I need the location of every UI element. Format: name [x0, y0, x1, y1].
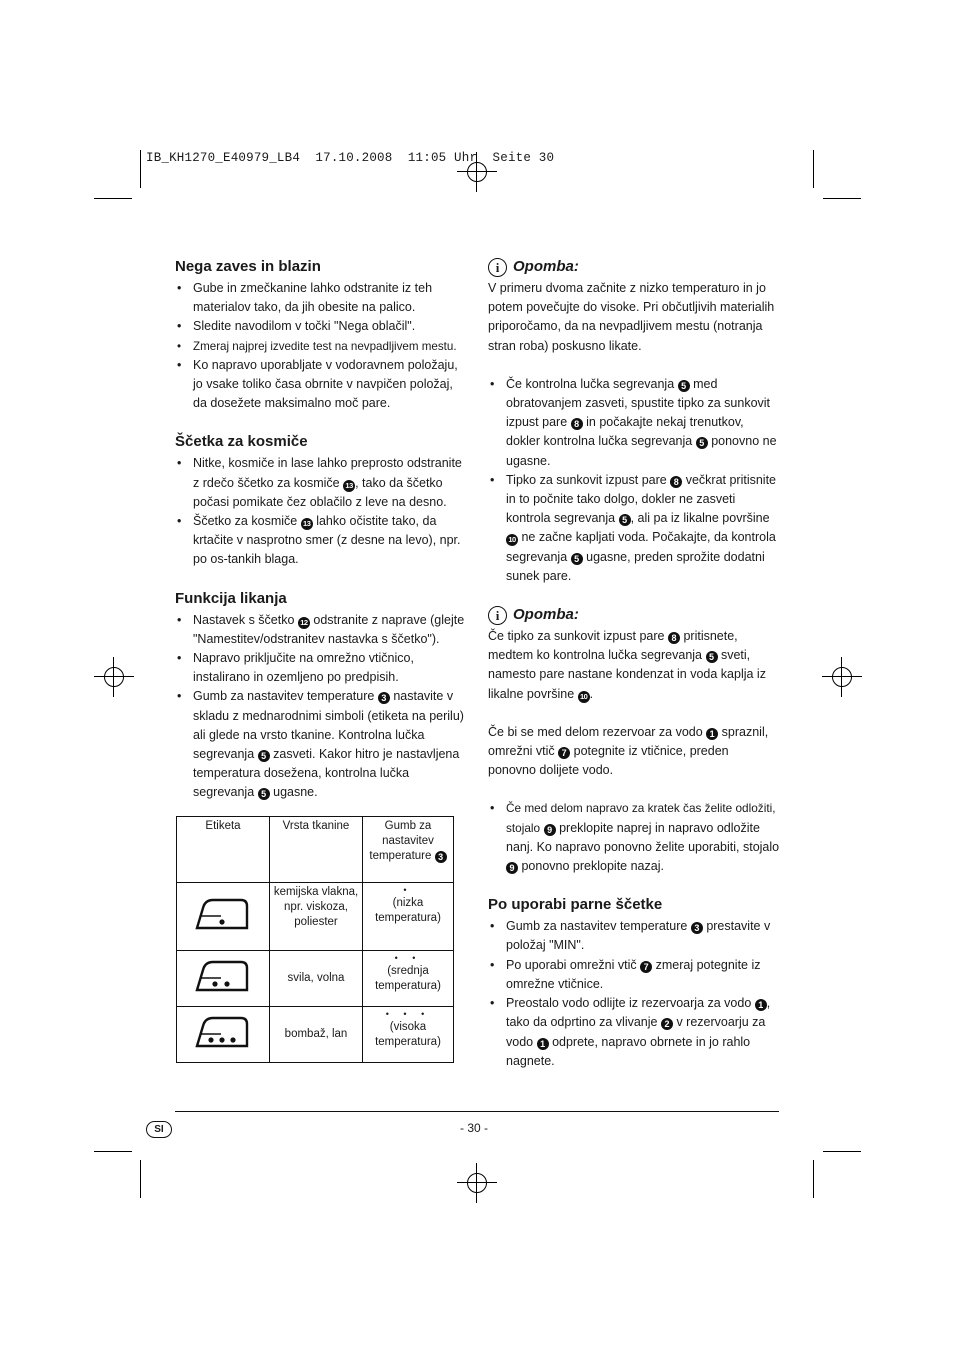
- ref-number-7: 7: [558, 747, 570, 759]
- list-item: • Če kontrolna lučka segrevanja 5 med obratovanjem zasveti, spustite tipko za sunkovit izpust pare 8 in počakajte nekaj trenutkov, dokler kontrolna lučka segrevanja 5 ponovno ne ugasne.: [488, 375, 780, 471]
- temperature-cell: • (nizka temperatura): [363, 883, 454, 951]
- bullet-list: [175, 279, 465, 413]
- ref-number-5: 5: [619, 514, 631, 526]
- list-item: • Tipko za sunkovit izpust pare 8 večkrat pritisnite in to počnite tako dolgo, dokler ne zasveti kontrola segrevanja 5 , ali pa iz likalne površine 10 ne začne kapljati voda. Počakajte, da kontrola segrevanja 5 ugasne, preden sprožite dodatni sunek pare.: [488, 471, 780, 586]
- table-row: [177, 1007, 454, 1063]
- ref-number-5: 5: [258, 750, 270, 762]
- section-title: Po uporabi parne ščetke: [488, 896, 663, 914]
- list-item: • Zmeraj najprej izvedite test na nevpadljivem mestu.: [175, 337, 465, 356]
- temperature-cell: • • • (visoka temperatura): [363, 1007, 454, 1063]
- crop-mark: [823, 198, 861, 199]
- ref-number-10: 10: [578, 691, 590, 703]
- ref-number-8: 8: [571, 418, 583, 430]
- ref-number-9: 9: [544, 824, 556, 836]
- ref-number-7: 7: [640, 961, 652, 973]
- note-text: Če tipko za sunkovit izpust pare 8 pritisnete, medtem ko kontrolna lučka segrevanja 5 sveti, namesto pare nastane kondenzat in voda kaplja iz likalne površine 10 .: [488, 629, 766, 701]
- ref-number-12: 12: [298, 617, 310, 629]
- list-item: • Gube in zmečkanine lahko odstranite iz teh materialov tako, da jih obesite na palico.: [175, 279, 465, 317]
- list-item: • Preostalo vodo odlijte iz rezervoarja za vodo 1 , tako da odprtino za vlivanje 2 v rezervoarju za vodo 1 odprete, napravo obrnete in jo rahlo nagnete.: [488, 994, 780, 1071]
- page-number: - 30 -: [460, 1121, 489, 1135]
- ref-number-1: 1: [755, 999, 767, 1011]
- ref-number-1: 1: [537, 1038, 549, 1050]
- table-header: Gumb za nastavitev temperature 3: [363, 817, 454, 883]
- ref-number-3: 3: [435, 851, 447, 863]
- fabric-cell: svila, volna: [270, 951, 363, 1007]
- list-item: • Gumb za nastavitev temperature 3 prestavite v položaj "MIN".: [488, 917, 780, 955]
- iron-symbol-icon: [177, 1007, 270, 1063]
- ref-number-2: 2: [661, 1018, 673, 1030]
- list-item: • Ščetko za kosmiče 13 lahko očistite tako, da krtačite v nasprotno smer (z desne na levo), npr. po os-tankih blaga.: [175, 512, 465, 570]
- ref-number-9: 9: [506, 862, 518, 874]
- crop-mark: [94, 1151, 132, 1152]
- crop-mark: [813, 1160, 814, 1198]
- ref-number-5: 5: [258, 788, 270, 800]
- crop-mark: [140, 150, 141, 188]
- bullet-list: [175, 611, 465, 803]
- bullet-list: [175, 454, 465, 569]
- note-title: i Opomba:: [488, 604, 780, 626]
- info-icon: i: [488, 606, 507, 625]
- list-item: • Če med delom napravo za kratek čas želite odložiti, stojalo 9 preklopite naprej in napravo odložite nanj. Ko napravo ponovno želite uporabiti, stojalo 9 ponovno preklopite nazaj.: [488, 799, 780, 876]
- ref-number-5: 5: [678, 380, 690, 392]
- ref-number-1: 1: [706, 728, 718, 740]
- registration-mark: [457, 1163, 497, 1203]
- iron-symbol-icon: [177, 883, 270, 951]
- note-text: V primeru dvoma začnite z nizko temperaturo in jo potem povečujte do visoke. Pri občutljivih materialih priporočamo, da na nevpadljivem mestu (notranja stran roba) poskusno likate.: [488, 281, 775, 353]
- paragraph: Če bi se med delom rezervoar za vodo 1 spraznil, omrežni vtič 7 potegnite iz vtičnice, preden ponovno dolijete vodo.: [488, 724, 769, 778]
- temperature-cell: • • (srednja temperatura): [363, 951, 454, 1007]
- list-item: • Po uporabi omrežni vtič 7 zmeraj potegnite iz omrežne vtičnice.: [488, 956, 780, 994]
- table-header: Vrsta tkanine: [270, 817, 363, 883]
- note-title: i Opomba:: [488, 256, 780, 278]
- ref-number-8: 8: [670, 476, 682, 488]
- section-title: Ščetka za kosmiče: [175, 433, 308, 451]
- list-item: • Gumb za nastavitev temperature 3 nastavite v skladu z mednarodnimi simboli (etiketa na perilu) ali glede na vrsto tkanine. Kontrolna lučka segrevanja 5 zasveti. Kakor hitro je nastavljena temperatura dosežena, kontrolna lučka segrevanja 5 ugasne.: [175, 687, 465, 802]
- table-row: [177, 883, 454, 951]
- ref-number-10: 10: [506, 534, 518, 546]
- crop-mark: [813, 150, 814, 188]
- right-column: [488, 256, 780, 1071]
- ref-number-13: 13: [343, 480, 355, 492]
- list-item: • Sledite navodilom v točki "Nega oblačil".: [175, 317, 465, 336]
- registration-mark: [822, 657, 862, 697]
- temperature-table: [176, 816, 454, 1063]
- ref-number-5: 5: [706, 651, 718, 663]
- iron-symbol-icon: [177, 951, 270, 1007]
- registration-mark: [94, 657, 134, 697]
- section-title: Funkcija likanja: [175, 589, 287, 607]
- list-item: • Nitke, kosmiče in lase lahko preprosto odstranite z rdečo ščetko za kosmiče 13 , tako da ščetko počasi pomikate čez oblačilo z leve na desno.: [175, 454, 465, 512]
- ref-number-13: 13: [301, 518, 313, 530]
- list-item: • Napravo priključite na omrežno vtičnico, instalirano in ozemljeno po predpisih.: [175, 649, 465, 687]
- ref-number-3: 3: [691, 922, 703, 934]
- list-item: • Nastavek s ščetko 12 odstranite z naprave (glejte "Namestitev/odstranitev nastavka s ščetko").: [175, 611, 465, 649]
- footer-rule: [175, 1111, 779, 1112]
- crop-mark: [823, 1151, 861, 1152]
- crop-mark: [140, 1160, 141, 1198]
- bullet-list: [488, 375, 780, 586]
- table-row: [177, 951, 454, 1007]
- crop-mark: [94, 198, 132, 199]
- bullet-list: [488, 917, 780, 1071]
- table-header: Etiketa: [177, 817, 270, 883]
- info-icon: i: [488, 258, 507, 277]
- language-badge: SI: [146, 1121, 172, 1138]
- ref-number-3: 3: [378, 692, 390, 704]
- left-column: [175, 256, 465, 803]
- ref-number-5: 5: [696, 437, 708, 449]
- fabric-cell: kemijska vlakna, npr. viskoza, poliester: [270, 883, 363, 951]
- list-item: • Ko napravo uporabljate v vodoravnem položaju, jo vsake toliko časa obrnite v navpičen položaj, da dosežete maksimalno moč pare.: [175, 356, 465, 414]
- section-title: Nega zaves in blazin: [175, 258, 321, 275]
- bullet-list: [488, 799, 780, 876]
- ref-number-8: 8: [668, 632, 680, 644]
- ref-number-5: 5: [571, 553, 583, 565]
- fabric-cell: bombaž, lan: [270, 1007, 363, 1063]
- print-slug: IB_KH1270_E40979_LB4 17.10.2008 11:05 Uhr Seite 30: [146, 151, 555, 165]
